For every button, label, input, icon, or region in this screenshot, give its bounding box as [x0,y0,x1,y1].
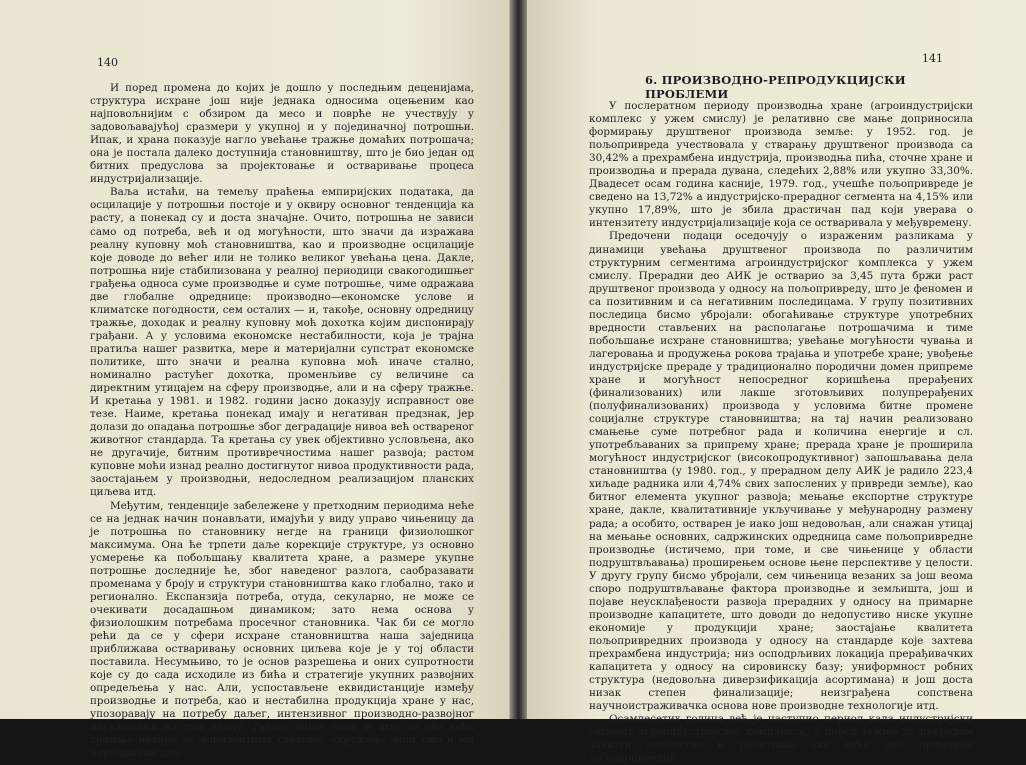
paragraph: Ваља истаћи, на темељу праћења емпиријских података, да осцилације у потрошњи постоје и у оквиру основног тенденција ка расту, а понекад су и доста значајне. Очито, потрошња не зависи само од потреба, већ и од могућности, што значи да изражава реалну куповну моћ становништва, као и производне осцилације које доводе до већег или не толико великог увећања цена. Дакле, потрошња није стабилизована у реалној периодици свакогодишњег грађења односа суме производње и суме потрошње, чиме одражава две глобалне одреднице: производно—економске услове и климатске погодности, сем осталих — и, такође, основну одредницу тражње, доходак и реалну куповну моћ дохотка којим диспонирају грађани. А у условима економске нестабилности, која је трајна пратиља нашег развитка, мере и материјални супстрат економске политике, што значи и реална куповна моћ иначе стално, номинално растућег дохотка, променљиве су величине са директним утицајем на сферу производње, али и на сферу тражње. И кретања у 1981. и 1982. години јасно доказују исправност ове тезе. Наиме, кретања понекад имају и негативан предзнак, јер долази до опадања потрошње због деградације нивоа већ оствареног животног стандарда. Та кретања су увек објективно условљена, ако не другачије, битним противречностима нашег развоја; растом куповне моћи изнад реално достигнутог нивоа продуктивности рада, заостајањем у производњи, недоследном реализацијом планских циљева итд. [90,186,474,499]
left-page [0,0,510,760]
page-number-right: 141 [922,52,943,65]
section-heading: 6. ПРОИЗВОДНО-РЕПРОДУКЦИЈСКИ ПРОБЛЕМИ [645,73,906,101]
left-page-body [90,82,474,760]
page-number-left: 140 [97,56,118,69]
paragraph: И поред промена до којих је дошло у последњим деценијама, структура исхране још није једнака односима оцењеним као најповољнијим с обзиром да месо и поврће не учествују у задовољавајућој сразмери у укупној и у појединачној потрошњи. Ипак, и храна показује нагло увећање тражње домаћих потрошача; она је постала далеко доступнија становништву, што је био један од битних предуслова за пројектовање и остваривање процеса индустријализације. [90,82,474,186]
paragraph: Осамдесетих година већ је наступио период када индустријски сегмент агроиндустријског комплекса, и поред тежње да прерадом захвати апсолутно и релативно све већи део примарне пољопривредне [589,713,973,765]
paragraph: Предочени подаци оседочују о израженим разликама у динамици увећања друштвеног производа по различитим структурним сегментима агроиндустријског комплекса у ужем смислу. Прерадни део АИК је остварио за 3,45 пута бржи раст друштвеног производа у односу на пољопривреду, што је феномен и са позитивним и са негативним последицама. У групу позитивних последица бисмо убројали: обогаћивање структуре употребних вредности стављених на располагање потрошачима и тиме побољшање исхране становништва; увећање могућности чувања и лагеровања и продужења рокова трајања и употребе хране; увођење индустријске прераде у традиционално породични домен припреме хране и могућност непосредног коришћења прерађених (финализованих) или лакше зготовљивих полупрерађених (полуфинализованих) производа у условима битне промене социјалне структуре становништва; на тај начин реализовано смањење суме потребног рада и количина енергије и сл. употребљаваних за припрему хране; прерада хране је проширила могућност индустријског (високопродуктивног) запошљавања дела становништва (у 1980. год., у прерадном делу АИК је радило 223,4 хиљаде радника или 4,74% свих запослених у привреди земље), као битног елемента укупног развоја; мењање експортне структуре хране, дакле, квалитативније укључивање у међународну размену рада; а особито, остварен је иако још недовољан, али снажан утицај на мењање основних, садржинских одредница саме пољопривредне производње (истичемо, при томе, и све чињенице у области подруштвљавања) проширењем основе њене перспективе у целости. У другу групу бисмо убројали, сем чињеница везаних за још веома споро подруштвљавање фактора производње и земљишта, још и појаве неусклађености развоја прерадних у односу на примарне производне капацитете, што доводи до недопустиво ниске укупне економије у продукцији хране; заостајање квалитета пољопривредних производа у односу на стандарде које захтева прехрамбена индустрија; низ осподрљивих локација прерађивачких капацитета у односу на сировинску базу; униформност робних структура (недовољна диверзификација асортимана) и још доста низак степен финализације; неизграђена сопствена научноистраживачка основа нове производне технологије итд. [589,230,973,713]
book-gutter [510,0,527,719]
paragraph: У послератном периоду производња хране (агроиндустријски комплекс у ужем смислу) је релативно све мање доприносила формирању друштвеног производа земље: у 1952. год. је пољопривреда учествовала у стварању друштвеног производа са 30,42% а прехрамбена индустрија, производња пића, сточне хране и производња и прерада дувана, следећих 2,88% или укупно 33,30%. Двадесет осам година касније, 1979. год., учешће пољопривреде је сведено на 13,72% а индустријско-прерадног сегмента на 4,15% или укупно 17,89%, што је збила драстичан пад који уверава о интензитету индустријализације која се остваривала у међувремену. [589,100,973,230]
right-page [527,0,1026,765]
right-page-body [589,100,973,765]
paragraph: Међутим, тенденције забележене у претходним периодима неће се на једнак начин понављати, имајући у виду управо чињеницу да је потрошња по становнику негде на граници физиолошког максимума. Она ће трпети даље корекције структуре, уз основно усмерење ка побољшању квалитета хране, а размере укупне потрошње доследније ће, због наведеног разлога, саобразавати променама у броју и структури становништва како глобално, тако и регионално. Експанзија потреба, отуда, секуларно, не може се очекивати досадашњом динамиком; зато нема основа у физиолошким потребама просечног становника. Чак би се могло рећи да се у сфери исхране становништва наша заједница приближава остваривању основних циљева које је у тој области поставила. Несумњиво, то је основ разрешења и оних супротности које су до сада исходиле из бића и стратегије укупних развојних опредељења у нас. Али, успостављене еквидистанције између производње и потреба, као и нестабилна продукција хране у нас, упозоравају на потребу даљег, интензивног производно-развојног ангажовања на том плану. Разлог више томе је што се све већа тражња назире на хоризонтима светског окружења чији смо и ми нераздвојни део. [90,499,474,760]
